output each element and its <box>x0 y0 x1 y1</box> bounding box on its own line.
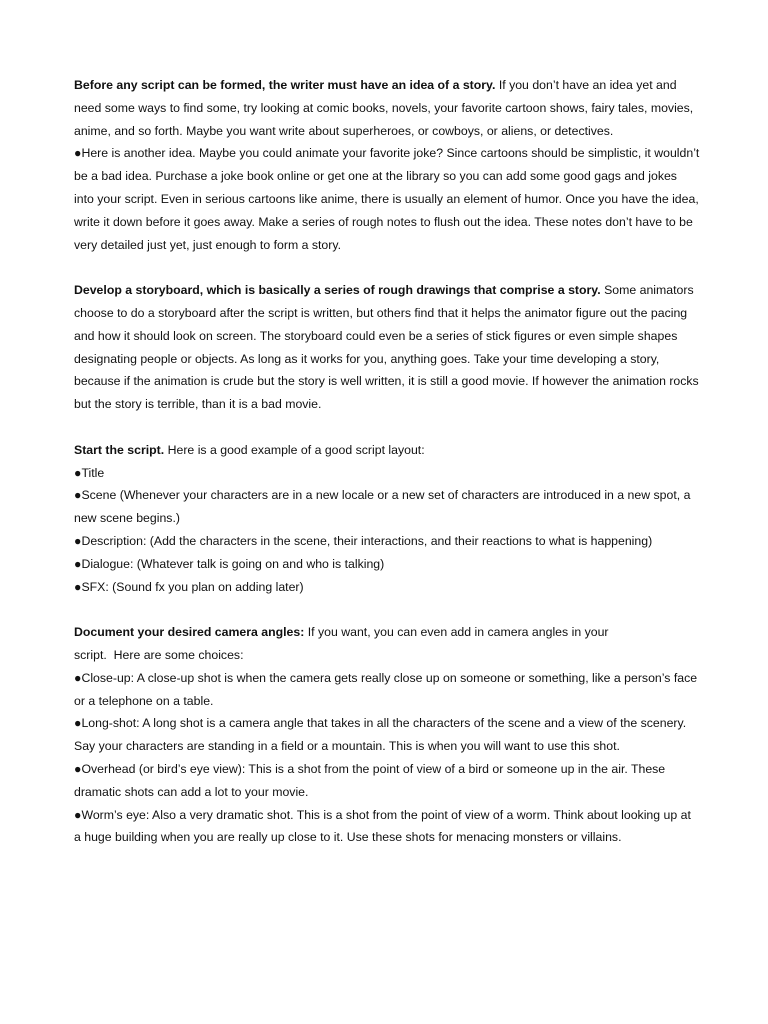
bullet-icon: ● <box>74 579 82 594</box>
list-item <box>74 804 700 850</box>
bullet-icon: ● <box>74 146 82 161</box>
list-item-text: Worm’s eye: Also a very dramatic shot. This is a shot from the point of view of a worm. Think about looking up at a huge building when you are really up close to it. Use these shots for menacing monsters or villains. <box>74 807 691 845</box>
list-item-text: Overhead (or bird’s eye view): This is a shot from the point of view of a bird or someone up in the air. These dramatic shots can add a lot to your movie. <box>74 761 666 799</box>
heading-camera: Document your desired camera angles: <box>74 625 305 640</box>
list-item <box>74 667 700 713</box>
heading-storyboard: Develop a storyboard, which is basically a series of rough drawings that comprise a story. <box>74 283 601 298</box>
document-page <box>74 74 700 849</box>
paragraph-gap <box>74 598 700 621</box>
heading-idea: Before any script can be formed, the writer must have an idea of a story. <box>74 78 496 92</box>
paragraph-script-text: Here is a good example of a good script layout: <box>164 442 425 457</box>
bullet-icon: ● <box>74 533 82 548</box>
list-item-text: Description: (Add the characters in the scene, their interactions, and their reactions to what is happening) <box>81 533 653 548</box>
paragraph-storyboard <box>74 279 700 416</box>
paragraph-script <box>74 439 700 462</box>
list-item-text: Here is another idea. Maybe you could animate your favorite joke? Since cartoons should be simplistic, it wouldn’t be a bad idea. Purchase a joke book online or get one at the library so you can add some good gags and jokes into your script. Even in serious cartoons like anime, there is usually an element of humor. Once you have the idea, write it down before it goes away. Make a series of rough notes to flush out the idea. These notes don’t have to be very detailed just yet, just enough to form a story. <box>74 146 700 252</box>
paragraph-storyboard-text: Some animators choose to do a storyboard after the script is written, but others find that it helps the animator figure out the pacing and how it should look on screen. The storyboard could even be a series of stick figures or even simple shapes designating people or objects. As long as it works for you, anything goes. Take your time developing a story, because if the animation is crude but the story is well written, it is still a good movie. If however the animation rocks but the story is terrible, than it is a bad movie. <box>74 283 699 412</box>
list-item-text: Title <box>81 465 105 480</box>
list-item <box>74 142 700 256</box>
list-item-text: SFX: (Sound fx you plan on adding later) <box>81 579 304 594</box>
list-item-text: Dialogue: (Whatever talk is going on and who is talking) <box>81 556 385 571</box>
list-item <box>74 484 700 530</box>
list-item <box>74 462 700 485</box>
list-item <box>74 758 700 804</box>
paragraph-camera-text: If you want, you can even add in camera angles in your <box>304 625 609 640</box>
heading-script: Start the script. <box>74 442 165 457</box>
list-item-text: Long-shot: A long shot is a camera angle that takes in all the characters of the scene and a view of the scenery. Say your characters are standing in a field or a mountain. This is when you will want to use this shot. <box>74 716 687 754</box>
paragraph-idea <box>74 74 700 142</box>
bullet-icon: ● <box>74 761 82 776</box>
paragraph-idea-text: If you don’t have an idea yet and need some ways to find some, try looking at comic books, novels, your favorite cartoon shows, fairy tales, movies, anime, and so forth. Maybe you want write about superheroes, or cowboys, or aliens, or detectives. <box>74 78 694 138</box>
list-item <box>74 712 700 758</box>
list-item <box>74 553 700 576</box>
bullet-icon: ● <box>74 488 82 503</box>
paragraph-gap <box>74 416 700 439</box>
bullet-icon: ● <box>74 807 82 822</box>
paragraph-gap <box>74 256 700 279</box>
paragraph-camera-cont: script. Here are some choices: <box>74 647 244 662</box>
bullet-icon: ● <box>74 465 82 480</box>
bullet-icon: ● <box>74 556 82 571</box>
bullet-icon: ● <box>74 716 82 731</box>
list-item <box>74 576 700 599</box>
paragraph-camera <box>74 621 700 644</box>
list-item-text: Scene (Whenever your characters are in a new locale or a new set of characters are introduced in a new spot, a new scene begins.) <box>74 488 691 526</box>
list-item <box>74 530 700 553</box>
list-item-text: Close-up: A close-up shot is when the camera gets really close up on someone or something, like a person’s face or a telephone on a table. <box>74 670 698 708</box>
bullet-icon: ● <box>74 670 82 685</box>
